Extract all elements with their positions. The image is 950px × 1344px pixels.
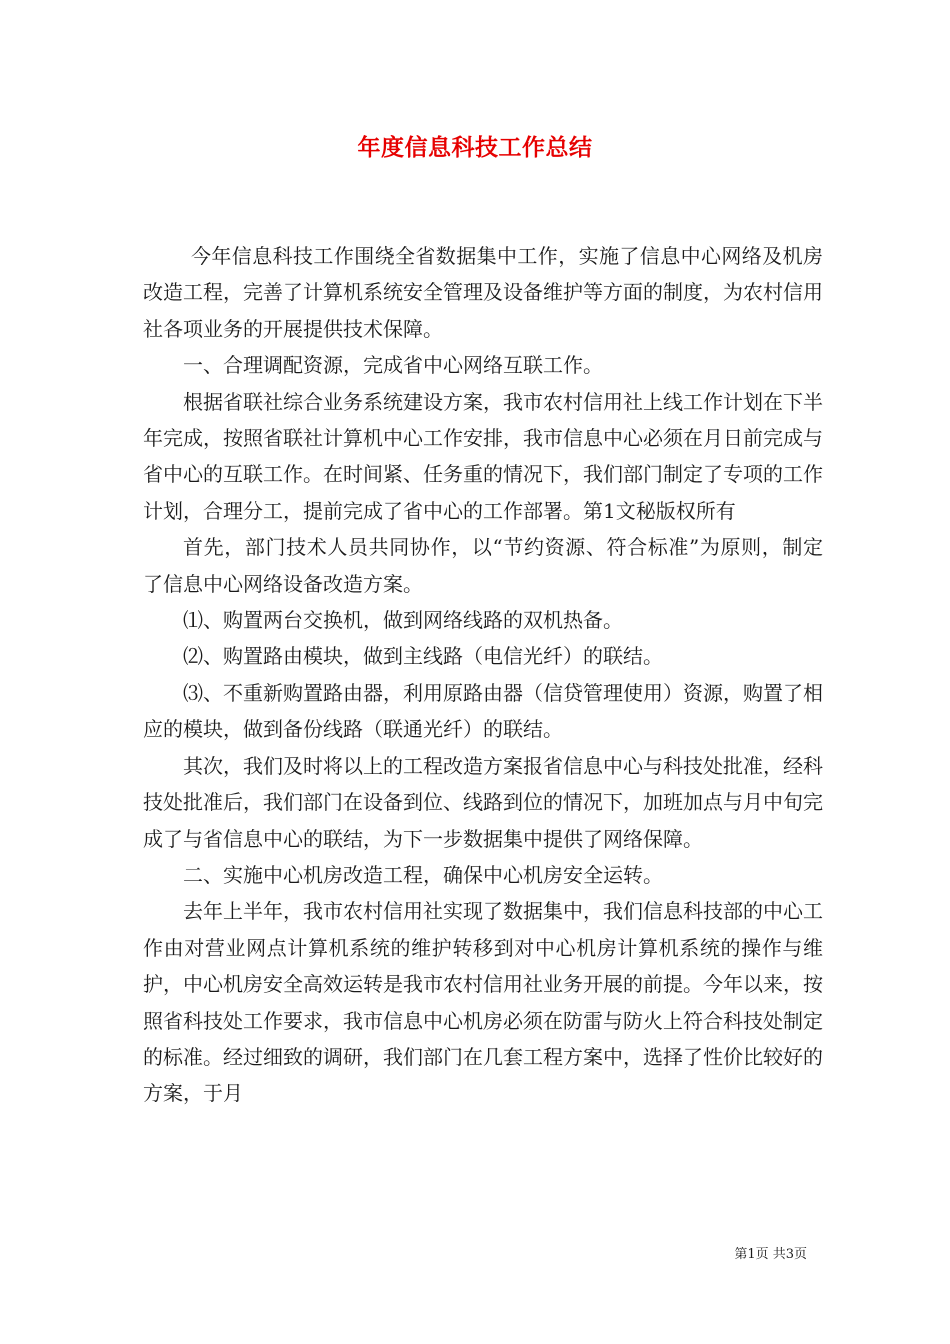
paragraph: 首先，部门技术人员共同协作，以“节约资源、符合标准”为原则，制定了信息中心网络设备改造方案。	[143, 535, 823, 596]
section-heading-1: 一、合理调配资源，完成省中心网络互联工作。	[183, 353, 603, 378]
list-item: ⑵、购置路由模块，做到主线路（电信光纤）的联结。	[183, 644, 663, 669]
document-body	[143, 238, 823, 1112]
list-item: ⑶、不重新购置路由器，利用原路由器（信贷管理使用）资源，购置了相应的模块，做到备份线路（联通光纤）的联结。	[143, 680, 823, 742]
list-item: ⑴、购置两台交换机，做到网络线路的双机热备。	[183, 608, 623, 633]
paragraph: 去年上半年，我市农村信用社实现了数据集中，我们信息科技部的中心工作由对营业网点计算机系统的维护转移到对中心机房计算机系统的操作与维护，中心机房安全高效运转是我市农村信用社业务开展的前提。今年以来，按照省科技处工作要求，我市信息中心机房必须在防雷与防火上符合科技处制定的标准。经过细致的调研，我们部门在几套工程方案中，选择了性价比较好的方案，于月	[143, 899, 823, 1106]
paragraph: 根据省联社综合业务系统建设方案，我市农村信用社上线工作计划在下半年完成，按照省联社计算机中心工作安排，我市信息中心必须在月日前完成与省中心的互联工作。在时间紧、任务重的情况下，我们部门制定了专项的工作计划，合理分工，提前完成了省中心的工作部署。第1文秘版权所有	[143, 389, 823, 523]
paragraph: 其次，我们及时将以上的工程改造方案报省信息中心与科技处批准，经科技处批准后，我们部门在设备到位、线路到位的情况下，加班加点与月中旬完成了与省信息中心的联结，为下一步数据集中提供了网络保障。	[143, 753, 823, 851]
paragraph-intro: 今年信息科技工作围绕全省数据集中工作，实施了信息中心网络及机房改造工程，完善了计算机系统安全管理及设备维护等方面的制度，为农村信用社各项业务的开展提供技术保障。	[143, 244, 823, 341]
page-number-footer: 第1页 共3页	[734, 1247, 807, 1262]
section-heading-2: 二、实施中心机房改造工程，确保中心机房安全运转。	[183, 862, 663, 887]
document-title: 年度信息科技工作总结	[357, 135, 593, 161]
